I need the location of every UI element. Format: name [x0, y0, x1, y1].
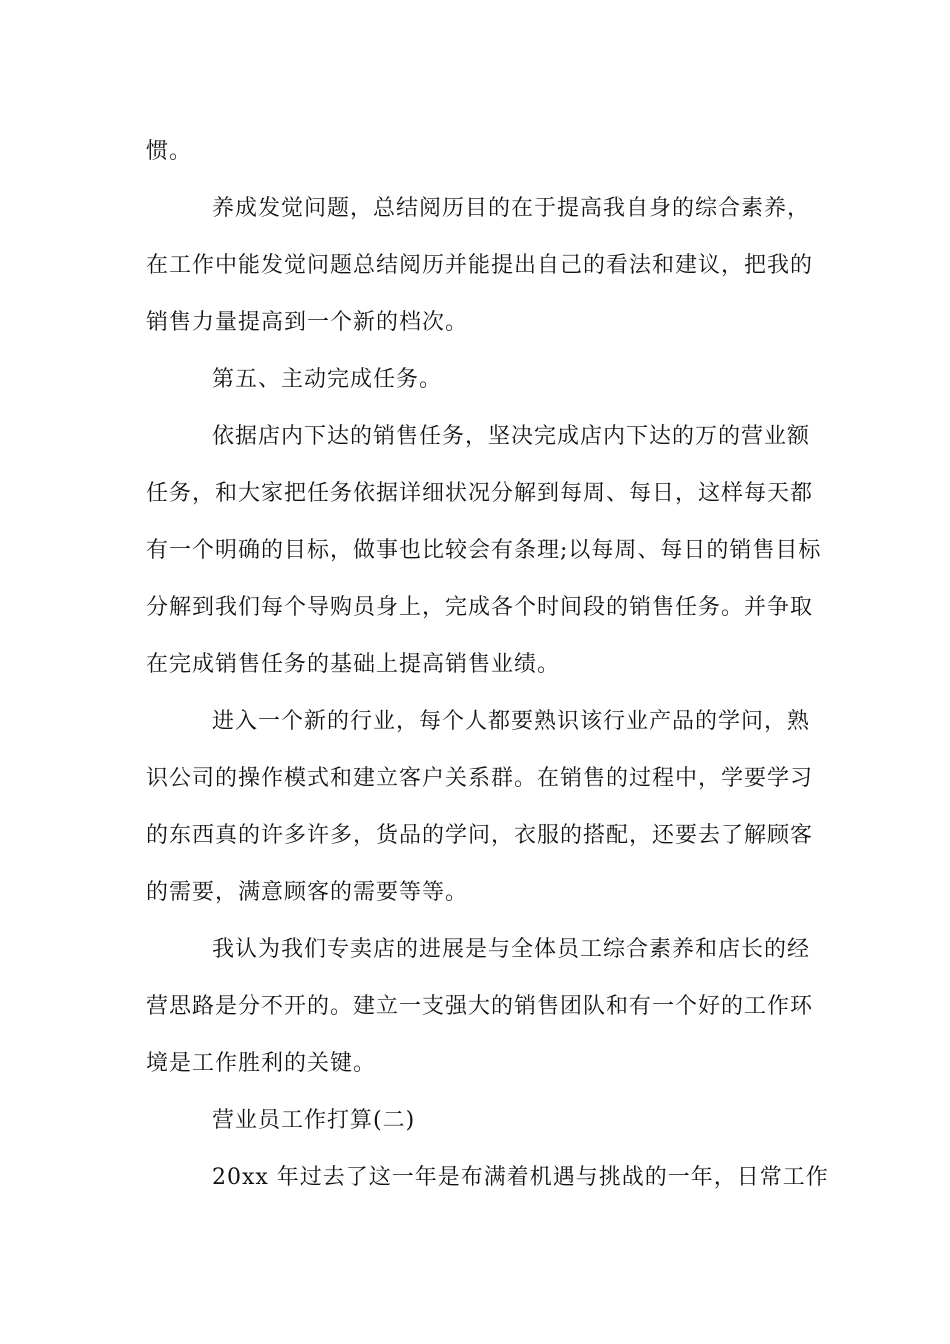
text-line-17: 境是工作胜利的关键。 [146, 1051, 377, 1076]
text-line-16: 营思路是分不开的。建立一支强大的销售团队和有一个好的工作环 [146, 994, 814, 1019]
text-line-12: 识公司的操作模式和建立客户关系群。在销售的过程中，学要学习 [146, 766, 814, 791]
text-line-2: 养成发觉问题，总结阅历目的在于提高我自身的综合素养， [212, 196, 811, 221]
text-line-10: 在完成销售任务的基础上提高销售业绩。 [146, 652, 561, 677]
text-line-7: 任务，和大家把任务依据详细状况分解到每周、每日，这样每天都 [146, 481, 814, 506]
text-line-14: 的需要，满意顾客的需要等等。 [146, 880, 469, 905]
text-line-4: 销售力量提高到一个新的档次。 [146, 310, 469, 335]
text-line-6: 依据店内下达的销售任务，坚决完成店内下达的万的营业额 [212, 424, 811, 449]
text-line-19: 20xx 年过去了这一年是布满着机遇与挑战的一年，日常工作 [212, 1165, 829, 1190]
section-heading: 第五、主动完成任务。 [212, 367, 443, 392]
text-line-11: 进入一个新的行业，每个人都要熟识该行业产品的学问，熟 [212, 709, 811, 734]
section-title: 营业员工作打算(二) [212, 1108, 416, 1133]
text-line-13: 的东西真的许多许多，货品的学问，衣服的搭配，还要去了解顾客 [146, 823, 814, 848]
text-line-1: 惯。 [146, 139, 193, 164]
text-line-9: 分解到我们每个导购员身上，完成各个时间段的销售任务。并争取 [146, 595, 814, 620]
text-line-3: 在工作中能发觉问题总结阅历并能提出自己的看法和建议，把我的 [146, 253, 814, 278]
text-line-8: 有一个明确的目标，做事也比较会有条理;以每周、每日的销售目标 [146, 538, 822, 563]
text-line-15: 我认为我们专卖店的进展是与全体员工综合素养和店长的经 [212, 937, 811, 962]
